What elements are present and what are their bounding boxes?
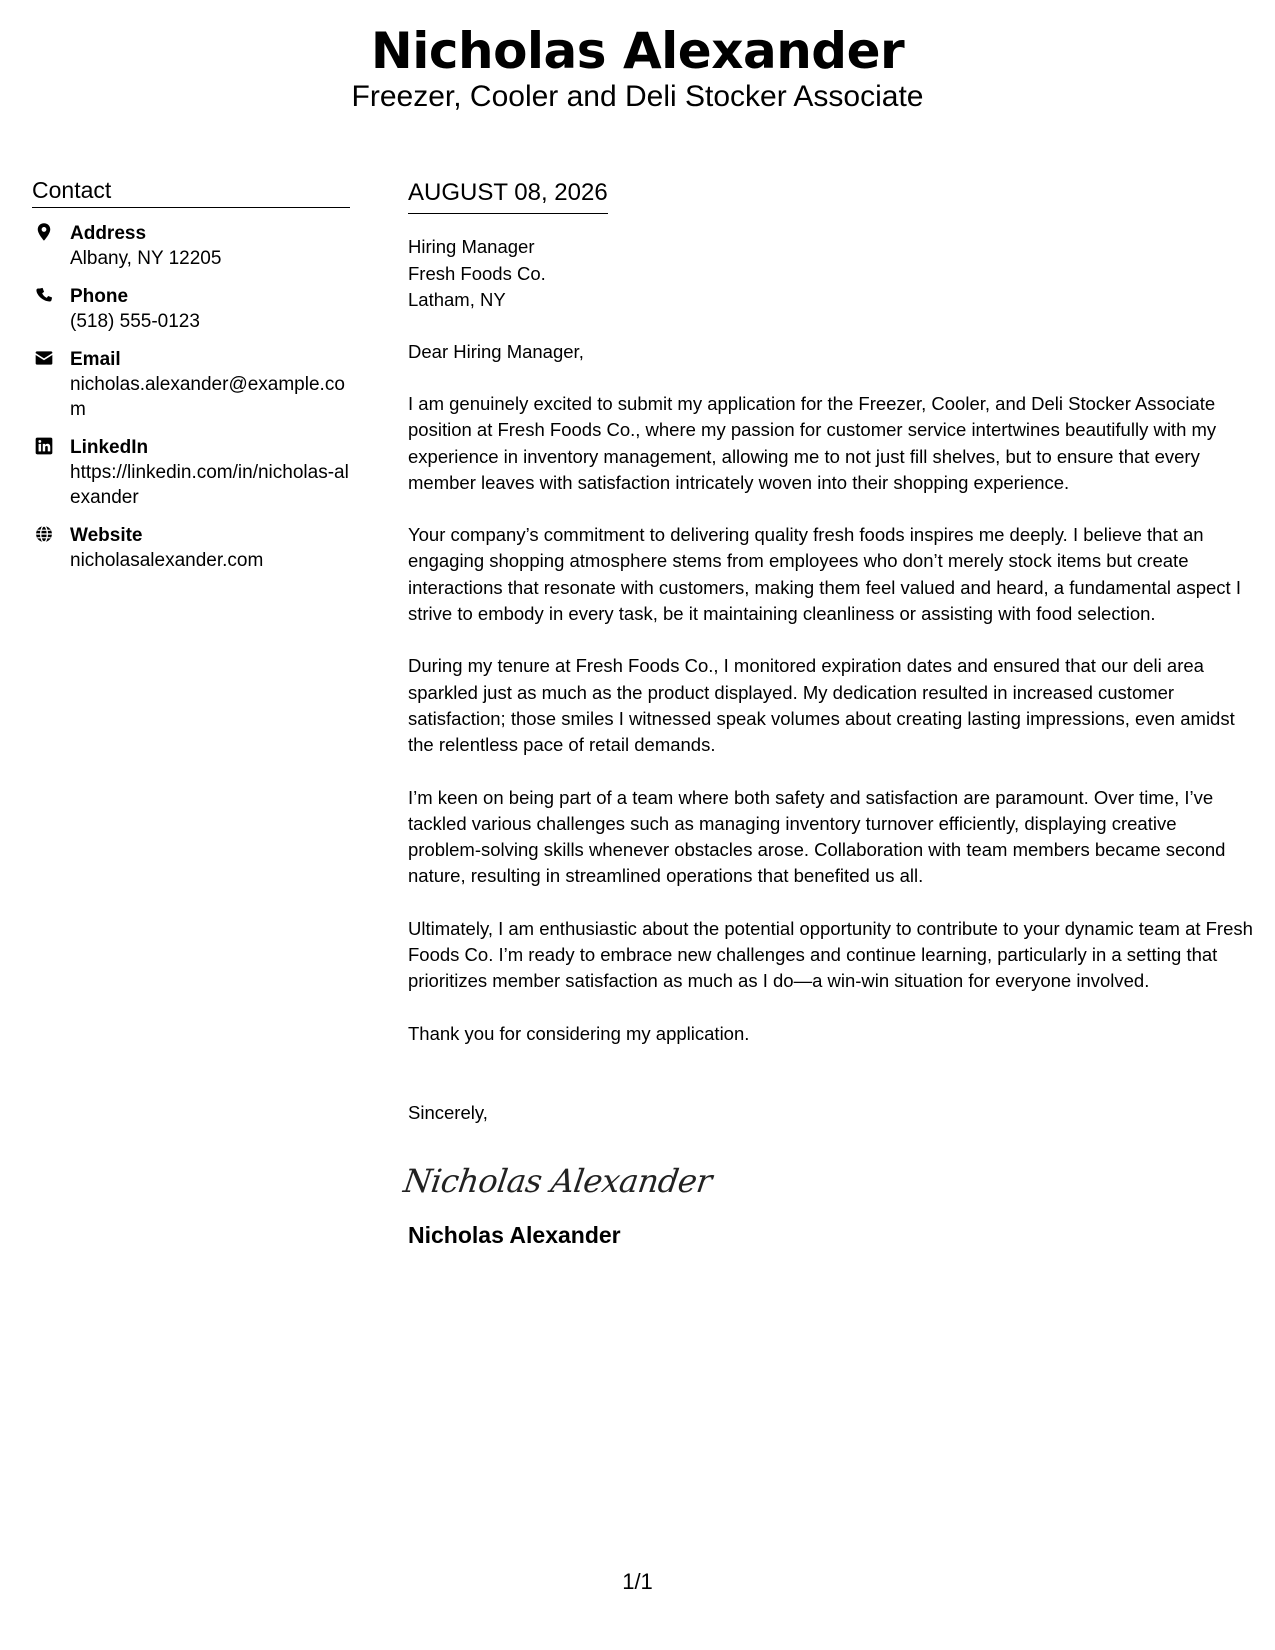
letter-date: AUGUST 08, 2026	[408, 176, 608, 214]
greeting: Dear Hiring Manager,	[408, 340, 584, 362]
phone-icon	[34, 285, 54, 305]
signature-text: Nicholas Alexander	[401, 1162, 715, 1201]
contact-label: Email	[70, 349, 121, 370]
contact-website	[32, 523, 350, 573]
envelope-icon	[34, 348, 54, 368]
paragraph: Thank you for considering my application.	[408, 1022, 750, 1044]
handwritten-signature	[401, 1152, 715, 1208]
contact-value: nicholasalexander.com	[70, 550, 264, 571]
contact-value: https://linkedin.com/in/nicholas-alexander	[70, 462, 349, 508]
job-title: Freezer, Cooler and Deli Stocker Associate	[351, 80, 924, 113]
contact-email	[32, 347, 350, 422]
paragraph: I’m keen on being part of a team where both safety and satisfaction are paramount. Over time, I’ve tackled various challenges such as managing inventory turnover efficiently, displaying creative problem-solving skills whenever obstacles arose. Collaboration with team members became second nature, resulting in streamlined operations that benefited us all.	[408, 786, 1226, 887]
contact-label: LinkedIn	[70, 437, 149, 458]
contact-label: Address	[70, 223, 147, 244]
paragraph: Ultimately, I am enthusiastic about the potential opportunity to contribute to your dynamic team at Fresh Foods Co. I’m ready to embrace new challenges and continue learning, particularly in a setting that prioritizes member satisfaction as much as I do—a win-win situation for everyone involved.	[408, 917, 1253, 992]
map-pin-icon	[34, 222, 54, 242]
contact-linkedin	[32, 435, 350, 510]
contact-label: Phone	[70, 286, 129, 307]
letter-header	[0, 20, 1275, 114]
linkedin-icon	[34, 436, 54, 456]
paragraph: Your company’s commitment to delivering quality fresh foods inspires me deeply. I believe that an engaging shopping atmosphere stems from employees who don’t merely stock items but create interactions that resonate with customers, making them feel valued and heard, a fundamental aspect I strive to embody in every task, be it maintaining cleanliness or assisting with food selection.	[408, 524, 1241, 625]
signer-name: Nicholas Alexander	[408, 1222, 621, 1249]
contact-value: Albany, NY 12205	[70, 248, 222, 269]
recipient-company: Fresh Foods Co.	[408, 262, 546, 284]
contact-phone	[32, 284, 350, 334]
contact-value: nicholas.alexander@example.com	[70, 374, 345, 420]
page-number: 1/1	[622, 1569, 653, 1594]
recipient-name: Hiring Manager	[408, 236, 535, 257]
contact-address	[32, 221, 350, 271]
globe-icon	[34, 524, 54, 544]
contact-sidebar	[32, 176, 350, 573]
applicant-name: Nicholas Alexander	[370, 22, 905, 80]
contact-label: Website	[70, 525, 143, 546]
contact-heading: Contact	[32, 176, 350, 208]
paragraph: During my tenure at Fresh Foods Co., I monitored expiration dates and ensured that our deli area sparkled just as much as the product displayed. My dedication resulted in increased customer satisfaction; those smiles I witnessed speak volumes about creating lasting impressions, even amidst the relentless pace of retail demands.	[408, 655, 1235, 756]
recipient-location: Latham, NY	[408, 289, 506, 310]
paragraph: I am genuinely excited to submit my application for the Freezer, Cooler, and Deli Stocker Associate position at Fresh Foods Co., where my passion for customer service intertwines beautifully with my experience in inventory management, allowing me to not just fill shelves, but to ensure that every member leaves with satisfaction intricately woven into their shopping experience.	[408, 393, 1217, 493]
letter-body	[401, 176, 1253, 1250]
contact-value: (518) 555-0123	[70, 311, 200, 332]
closing: Sincerely,	[408, 1101, 488, 1123]
recipient-block	[408, 234, 1253, 314]
